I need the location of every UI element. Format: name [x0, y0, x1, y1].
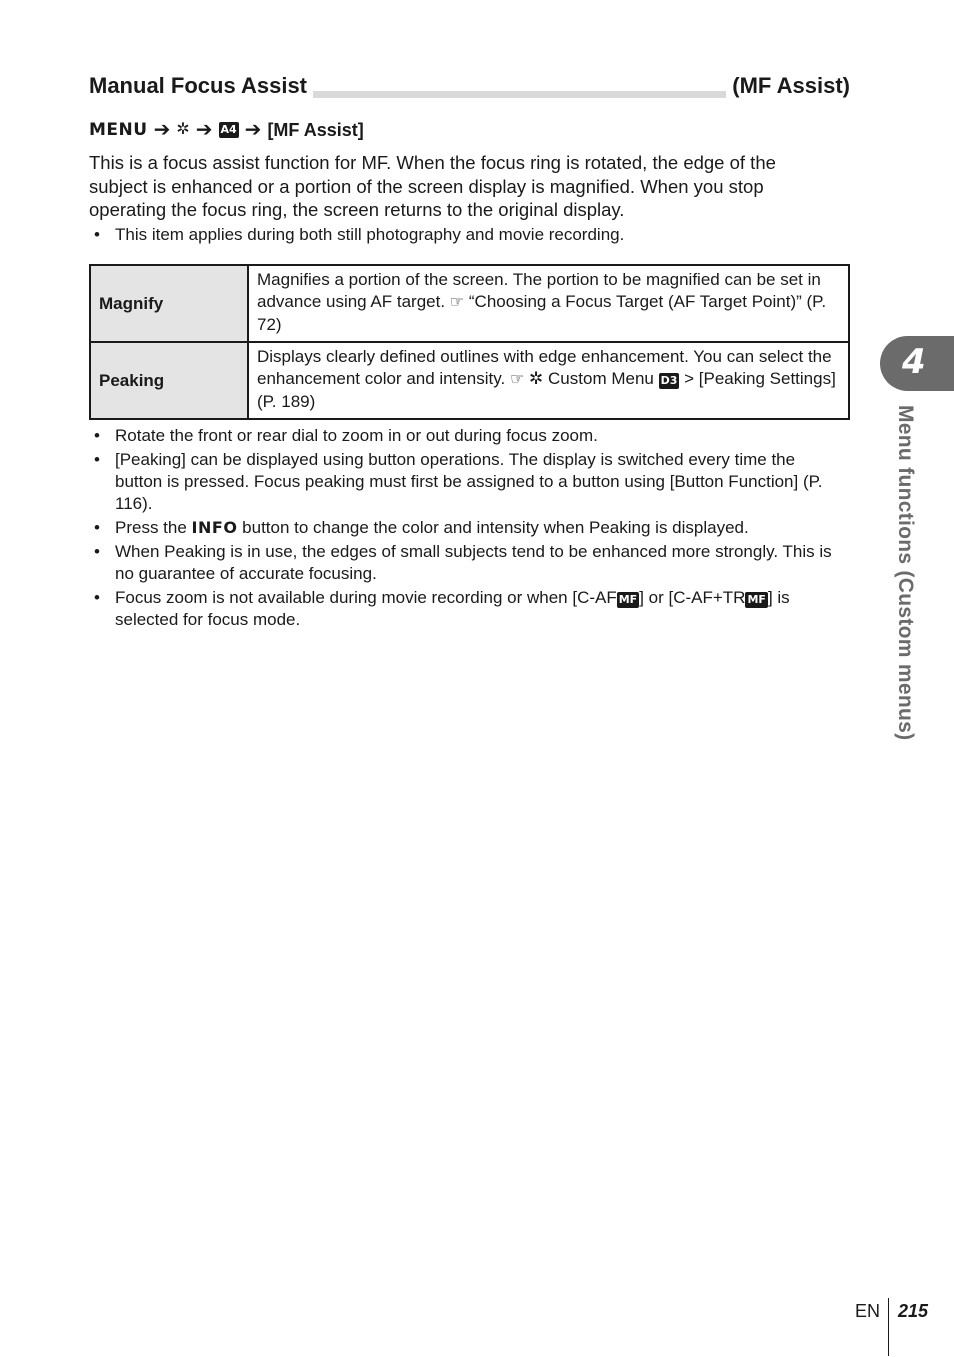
option-description: [248, 342, 849, 419]
reference-icon: ☞: [509, 371, 525, 388]
list-item: [94, 541, 844, 585]
gear-icon: ✲: [529, 369, 544, 388]
arrow-right-icon: ➔: [153, 119, 171, 141]
page-number: 215: [898, 1301, 929, 1321]
table-row: [90, 342, 849, 419]
menu-path: [89, 118, 364, 142]
bullet-icon: •: [94, 518, 100, 537]
menu-page-icon: D3: [660, 374, 678, 387]
description-text: Magnifies a portion of the screen. The portion to be magnified can be set in advance using AF target.: [257, 270, 821, 311]
description-ref-text: “Choosing a Focus Target (AF Target Point)” (P. 72): [257, 292, 827, 334]
mf-icon: MF: [618, 593, 638, 606]
menu-word: MENU: [89, 120, 148, 140]
option-label: Magnify: [90, 265, 248, 342]
list-item: [94, 425, 844, 447]
list-item-text: button to change the color and intensity when Peaking is displayed.: [242, 518, 749, 537]
list-item-text: [Peaking] can be displayed using button operations. The display is switched every time the button is pressed. Focus peaking must first be assigned to a button using [Button Function] (P. 116).: [115, 450, 823, 513]
list-item: [94, 449, 844, 515]
list-item-text: Focus zoom is not available during movie recording or when [C-AF: [115, 588, 617, 607]
option-label: Peaking: [90, 342, 248, 419]
bullet-icon: •: [94, 588, 100, 607]
option-description: [248, 265, 849, 342]
bullet-icon: •: [94, 450, 100, 469]
arrow-right-icon: ➔: [244, 119, 262, 141]
note-list: [94, 224, 834, 248]
description-ref-text: Custom Menu: [548, 369, 654, 388]
chapter-number: 4: [902, 342, 926, 382]
table-row: [90, 265, 849, 342]
menu-item-name: [MF Assist]: [267, 120, 364, 140]
chapter-tab: [880, 336, 954, 391]
list-item-text: ] or [C-AF+TR: [639, 588, 746, 607]
list-item-text: When Peaking is in use, the edges of small subjects tend to be enhanced more strongly. This is no guarantee of accurate focusing.: [115, 542, 832, 583]
list-item-text: This item applies during both still photography and movie recording.: [115, 225, 625, 244]
arrow-right-icon: ➔: [195, 119, 213, 141]
footer-divider: [888, 1298, 889, 1356]
heading-abbrev: (MF Assist): [726, 72, 850, 100]
list-item: [94, 224, 834, 246]
list-item-text: Press the: [115, 518, 187, 537]
description-ref-text: > [Peaking Settings] (P. 189): [257, 369, 836, 411]
notes-list: [94, 425, 844, 633]
heading-title: Manual Focus Assist: [89, 72, 313, 100]
mf-icon: MF: [747, 593, 766, 606]
gear-icon: ✲: [176, 121, 190, 138]
intro-paragraph: This is a focus assist function for MF. When the focus ring is rotated, the edge of the subject is enhanced or a portion of the screen display is magnified. When you stop operating the focus ring, the screen returns to the original display.: [89, 152, 776, 220]
reference-icon: ☞: [449, 294, 465, 311]
bullet-icon: •: [94, 225, 100, 244]
list-item: [94, 587, 844, 631]
chapter-title: Menu functions (Custom menus): [894, 405, 917, 741]
list-item: [94, 517, 844, 539]
page-footer: [855, 1298, 928, 1356]
list-item-text: Rotate the front or rear dial to zoom in or out during focus zoom.: [115, 426, 598, 445]
description-text: Displays clearly defined outlines with edge enhancement. You can select the enhancement color and intensity.: [257, 347, 832, 388]
list-item-text: ] is selected for focus mode.: [115, 588, 790, 629]
bullet-icon: •: [94, 426, 100, 445]
info-button-label: INFO: [191, 518, 238, 537]
section-heading: [89, 72, 850, 102]
bullet-icon: •: [94, 542, 100, 561]
options-table: [89, 264, 850, 420]
menu-page-icon: A4: [220, 123, 237, 136]
language-code: EN: [855, 1301, 881, 1321]
